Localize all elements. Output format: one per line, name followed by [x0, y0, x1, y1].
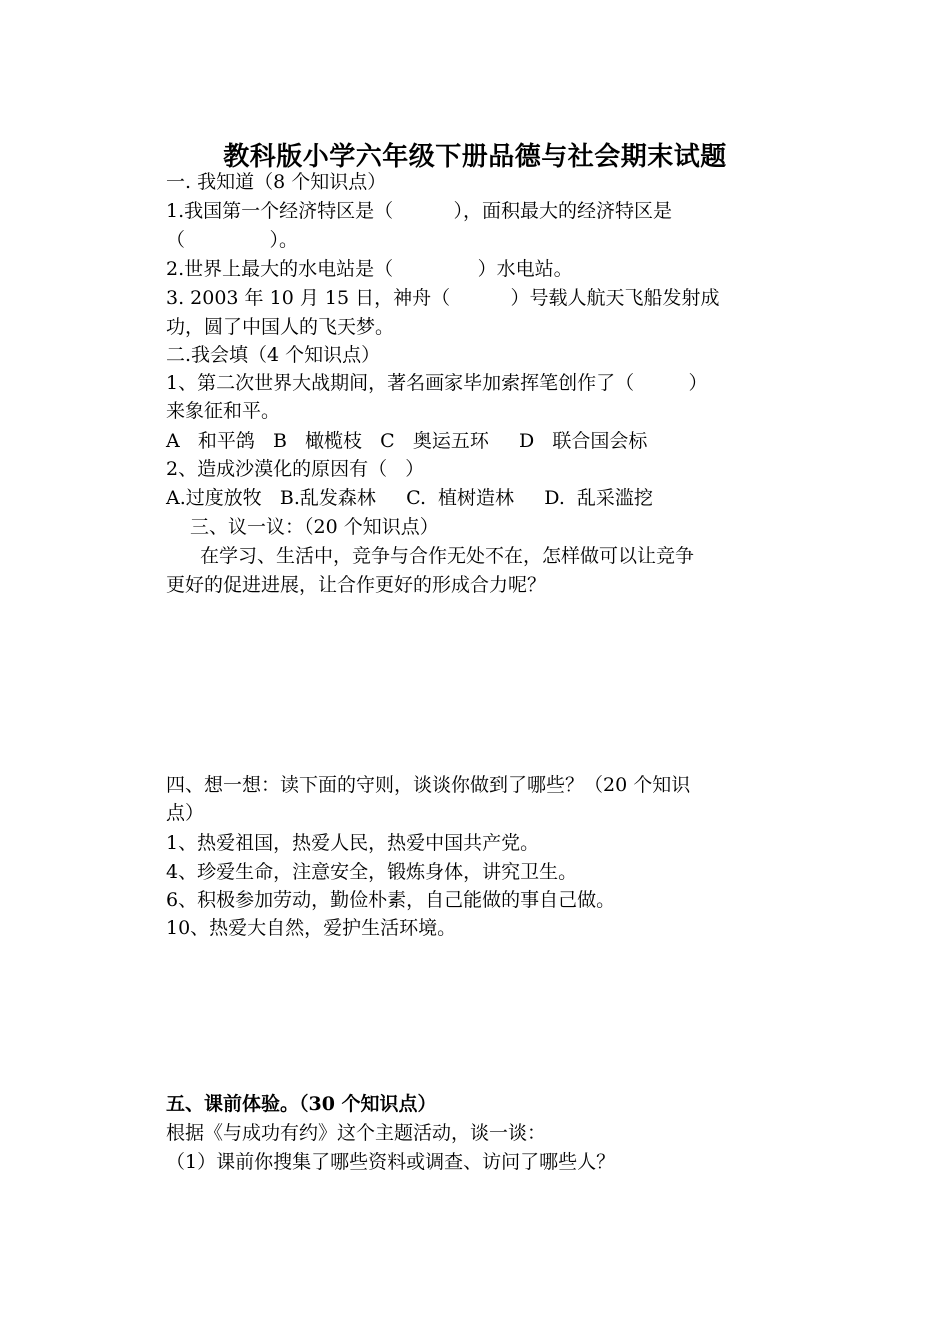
- section1-q1-line2: （ ）。: [166, 229, 299, 251]
- section4-heading-line2: 点）: [166, 802, 205, 824]
- section3-heading: 三、议一议：（20 个知识点）: [190, 516, 439, 538]
- list-item: 1、热爱祖国，热爱人民，热爱中国共产党。: [166, 832, 540, 854]
- section1-q3-line1: 3. 2003 年 10 月 15 日，神舟（ ）号载人航天飞船发射成: [166, 287, 720, 309]
- section1-q3-line2: 功，圆了中国人的飞天梦。: [166, 316, 395, 338]
- list-item: 6、积极参加劳动，勤俭朴素，自己能做的事自己做。: [166, 889, 616, 911]
- list-item: 4、珍爱生命，注意安全，锻炼身体，讲究卫生。: [166, 861, 578, 883]
- section5-text: 根据《与成功有约》这个主题活动，谈一谈：: [166, 1122, 547, 1144]
- section2-q1-line1: 1、第二次世界大战期间，著名画家毕加索挥笔创作了（ ）: [166, 372, 708, 394]
- section5-q1: （1）课前你搜集了哪些资料或调查、访问了哪些人？: [166, 1151, 616, 1173]
- section2-q1-options: A 和平鸽 B 橄榄枝 C 奥运五环 D 联合国会标: [166, 430, 648, 452]
- section1-q1-line1: 1.我国第一个经济特区是（ ），面积最大的经济特区是: [166, 200, 673, 222]
- section2-q2-options: A.过度放牧 B.乱发森林 C. 植树造林 D. 乱采滥挖: [166, 487, 653, 509]
- section3-text-line2: 更好的促进进展，让合作更好的形成合力呢？: [166, 574, 547, 596]
- section2-q2: 2、造成沙漠化的原因有（ ）: [166, 458, 425, 480]
- page-title: 教科版小学六年级下册品德与社会期末试题: [223, 142, 727, 172]
- section2-q1-line2: 来象征和平。: [166, 400, 281, 422]
- section3-text-line1: 在学习、生活中，竞争与合作无处不在，怎样做可以让竞争: [200, 545, 695, 567]
- list-item: 10、热爱大自然，爱护生活环境。: [166, 917, 457, 939]
- section4-heading-line1: 四、想一想：读下面的守则，谈谈你做到了哪些？（20 个知识: [166, 774, 691, 796]
- section5-heading: 五、课前体验。（30 个知识点）: [166, 1093, 437, 1115]
- section2-heading: 二.我会填（4 个知识点）: [166, 344, 381, 366]
- section1-q2: 2.世界上最大的水电站是（ ）水电站。: [166, 258, 573, 280]
- section1-heading: 一. 我知道（8 个知识点）: [166, 171, 387, 193]
